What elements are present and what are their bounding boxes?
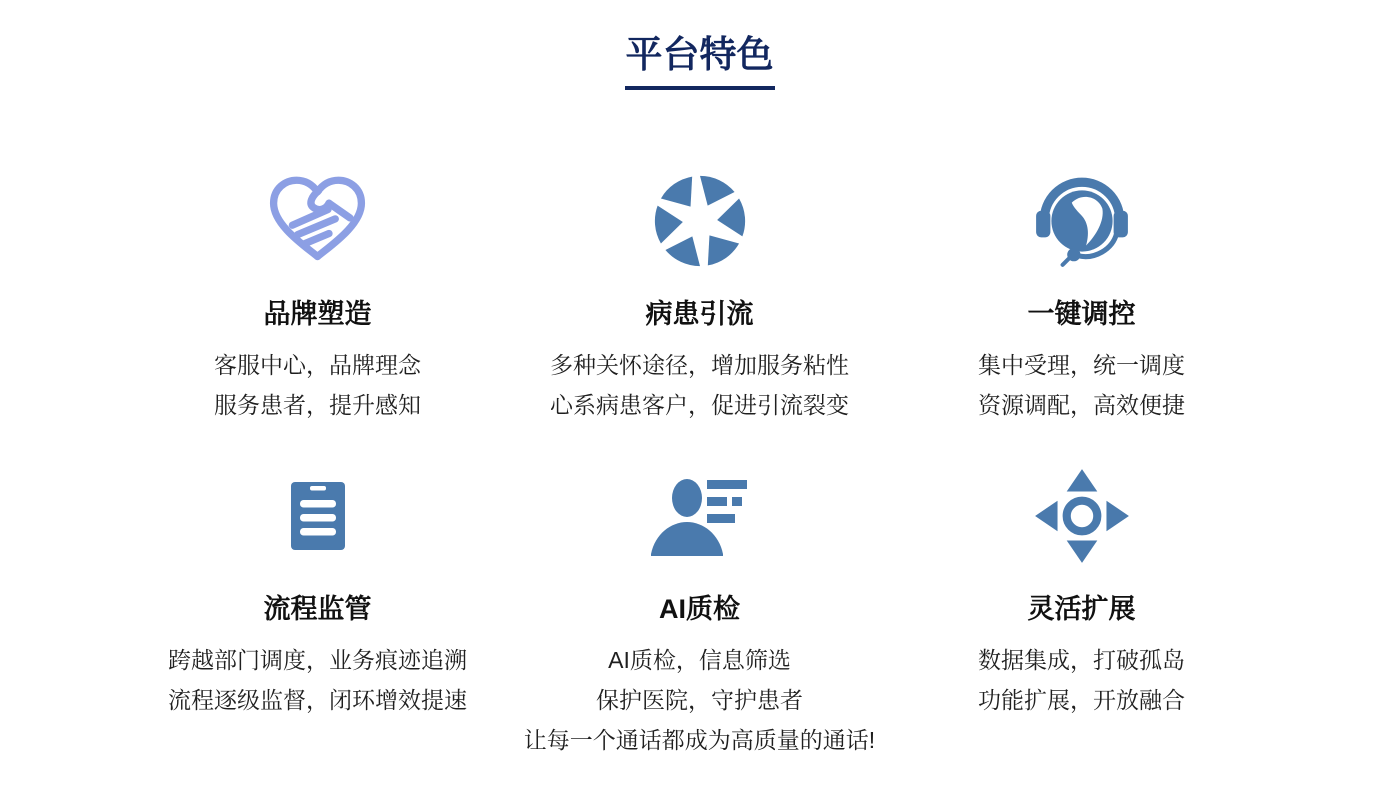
feature-card-patient-flow [509,168,891,425]
feature-card-process [127,463,509,760]
person-checklist-icon [509,463,891,568]
feature-line: 功能扩展，开放融合 [978,687,1185,713]
feature-line: 服务患者，提升感知 [214,392,421,418]
page-title: 平台特色 [625,34,774,75]
feature-title: 一键调控 [1027,299,1136,329]
feature-card-ai-qc [509,463,891,760]
feature-line: 资源调配，高效便捷 [978,392,1185,418]
feature-title: AI质检 [659,594,740,624]
feature-line: 让每一个通话都成为高质量的通话! [523,727,876,753]
feature-line: 集中受理，统一调度 [978,352,1185,378]
feature-line: AI质检，信息筛选 [608,647,791,673]
feature-title: 灵活扩展 [1027,594,1136,624]
feature-line: 客服中心，品牌理念 [214,352,421,378]
features-grid [127,168,1273,760]
clipboard-icon [127,463,509,568]
feature-line: 跨越部门调度，业务痕迹追溯 [168,647,467,673]
feature-line: 保护医院，守护患者 [596,687,803,713]
aperture-icon [509,168,891,273]
feature-title: 品牌塑造 [263,299,372,329]
move-expand-icon [891,463,1273,568]
feature-line: 多种关怀途径，增加服务粘性 [550,352,849,378]
feature-line: 流程逐级监督，闭环增效提速 [168,687,467,713]
headset-agent-icon [891,168,1273,273]
feature-title: 病患引流 [645,299,754,329]
feature-line: 数据集成，打破孤岛 [978,647,1185,673]
feature-line: 心系病患客户，促进引流裂变 [550,392,849,418]
section-header [0,32,1399,90]
feature-card-brand [127,168,509,425]
feature-title: 流程监管 [263,594,372,624]
heart-hand-icon [127,168,509,273]
feature-card-dispatch [891,168,1273,425]
title-underline [625,86,775,90]
feature-card-expand [891,463,1273,760]
